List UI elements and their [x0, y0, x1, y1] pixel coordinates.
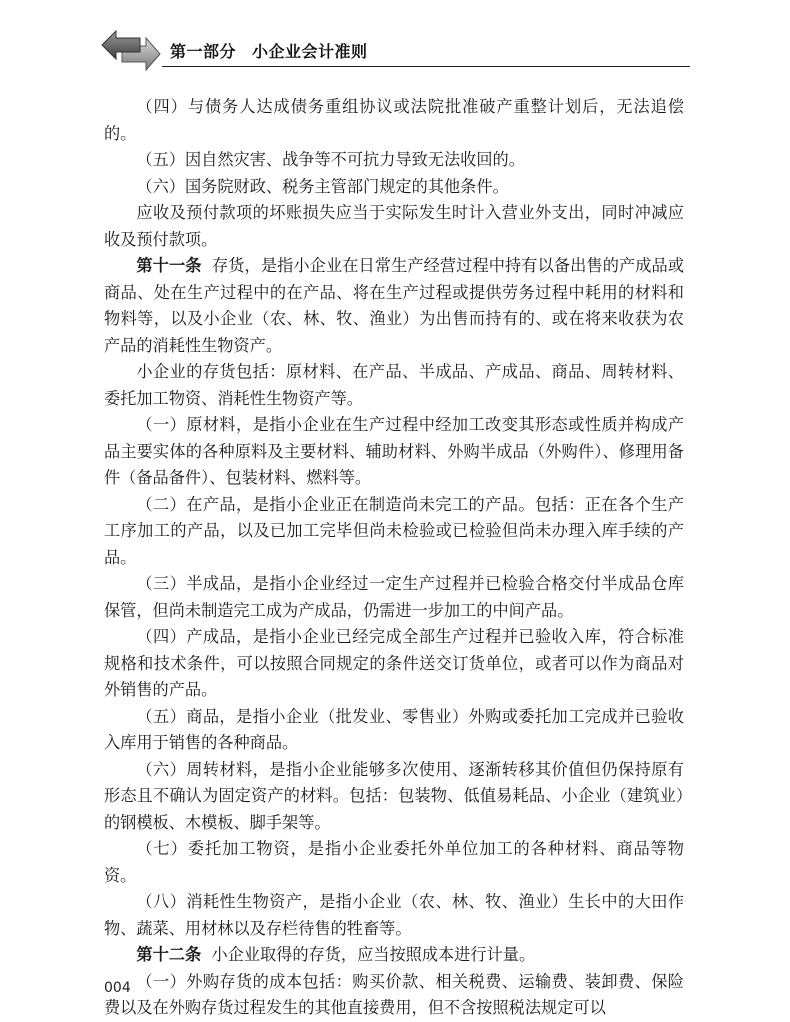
paragraph: （三）半成品，是指小企业经过一定生产过程并已检验合格交付半成品仓库保管，但尚未制造完工成为产成品，仍需进一步加工的中间产品。	[104, 574, 684, 620]
paragraph: （四）与债务人达成债务重组协议或法院批准破产重整计划后，无法追偿的。	[104, 97, 684, 143]
double-arrow-icon	[100, 30, 162, 74]
paragraph: （七）委托加工物资，是指小企业委托外单位加工的各种材料、商品等物资。	[104, 839, 684, 885]
header-divider	[162, 66, 690, 67]
paragraph: （四）产成品，是指小企业已经完成全部生产过程并已验收入库，符合标准规格和技术条件，可以按照合同规定的条件送交订货单位，或者可以作为商品对外销售的产品。	[104, 627, 684, 699]
paragraph: （一）原材料，是指小企业在生产过程中经加工改变其形态或性质并构成产品主要实体的各种原料及主要材料、辅助材料、外购半成品（外购件）、修理用备件（备品备件）、包装材料、燃料等。	[104, 415, 684, 487]
page-header	[100, 30, 690, 76]
paragraph: （五）商品，是指小企业（批发业、零售业）外购或委托加工完成并已验收入库用于销售的各种商品。	[104, 706, 684, 752]
article-12	[104, 942, 684, 969]
body-text	[104, 94, 684, 1022]
paragraph: （八）消耗性生物资产，是指小企业（农、林、牧、渔业）生长中的大田作物、蔬菜、用材林以及存栏待售的牲畜等。	[104, 892, 684, 938]
paragraph: （六）国务院财政、税务主管部门规定的其他条件。	[136, 176, 509, 196]
header-title	[170, 39, 368, 62]
article-text: 小企业取得的存货，应当按照成本进行计量。	[211, 945, 536, 964]
article-heading: 第十二条	[136, 945, 202, 964]
paragraph: 应收及预付款项的坏账损失应当于实际发生时计入营业外支出，同时冲减应收及预付款项。	[104, 203, 684, 249]
paragraph: （六）周转材料，是指小企业能够多次使用、逐渐转移其价值但仍保持原有形态且不确认为固定资产的材料。包括：包装物、低值易耗品、小企业（建筑业）的钢模板、木模板、脚手架等。	[104, 759, 684, 832]
header-part: 第一部分	[170, 42, 237, 61]
header-book-title: 小企业会计准则	[252, 42, 368, 61]
page-number: 004	[104, 980, 131, 996]
article-heading: 第十一条	[136, 256, 202, 275]
paragraph: （二）在产品，是指小企业正在制造尚未完工的产品。包括：正在各个生产工序加工的产品，以及已加工完毕但尚未检验或已检验但尚未办理入库手续的产品。	[104, 494, 684, 567]
article-11	[104, 253, 684, 359]
paragraph: 小企业的存货包括：原材料、在产品、半成品、产成品、商品、周转材料、委托加工物资、消耗性生物资产等。	[104, 362, 684, 408]
paragraph: （一）外购存货的成本包括：购买价款、相关税费、运输费、装卸费、保险费以及在外购存货过程发生的其他直接费用，但不含按照税法规定可以	[104, 971, 684, 1017]
article-text: 存货，是指小企业在日常生产经营过程中持有以备出售的产成品或商品、处在生产过程中的在产品、将在生产过程或提供劳务过程中耗用的材料和物料等，以及小企业（农、林、牧、渔业）为出售而持有的、或在将来收获为农产品的消耗性生物资产。	[104, 256, 685, 355]
paragraph: （五）因自然灾害、战争等不可抗力导致无法收回的。	[136, 150, 525, 169]
